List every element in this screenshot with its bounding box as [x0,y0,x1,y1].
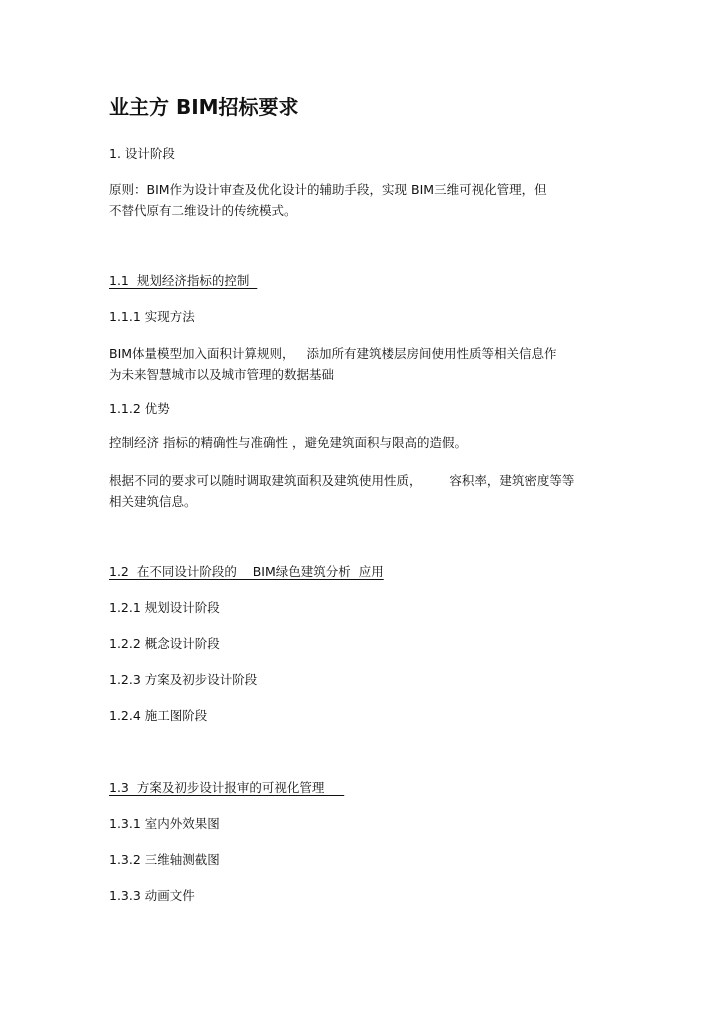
section-heading-1-1-2: 1.1.2 优势 [109,401,170,416]
principle-line-1: 原则：BIM作为设计审查及优化设计的辅助手段，实现 BIM三维可视化管理，但 [109,182,547,197]
method-paragraph [109,343,619,385]
section-heading-1-1 [109,273,257,289]
section-heading-1: 1. 设计阶段 [109,146,175,161]
method-line-1: BIM体量模型加入面积计算规则， 添加所有建筑楼层房间使用性质等相关信息作 [109,346,557,361]
advantage-paragraph-2 [109,470,619,512]
section-heading-1-2-3: 1.2.3 方案及初步设计阶段 [109,672,258,687]
principle-line-2: 不替代原有二维设计的传统模式。 [109,203,297,218]
advantage-line-2: 相关建筑信息。 [109,494,197,509]
section-heading-1-1-1: 1.1.1 实现方法 [109,309,195,324]
section-heading-1-1-text: 1.1 规划经济指标的控制 [109,273,258,288]
method-line-2: 为未来智慧城市以及城市管理的数据基础 [109,367,335,382]
section-heading-1-2 [109,564,384,580]
section-heading-1-3 [109,780,344,796]
section-heading-1-3-text: 1.3 方案及初步设计报审的可视化管理 [109,780,345,795]
section-heading-1-2-2: 1.2.2 概念设计阶段 [109,636,220,651]
section-heading-1-2-1: 1.2.1 规划设计阶段 [109,600,220,615]
section-heading-1-3-2: 1.3.2 三维轴测截图 [109,852,220,867]
document-title: 业主方 BIM招标要求 [109,95,299,119]
section-heading-1-3-3: 1.3.3 动画文件 [109,888,195,903]
section-heading-1-2-text: 1.2 在不同设计阶段的 BIM绿色建筑分析 应用 [109,564,384,579]
section-heading-1-3-1: 1.3.1 室内外效果图 [109,816,220,831]
advantage-paragraph-1: 控制经济 指标的精确性与准确性 ，避免建筑面积与限高的造假。 [109,435,467,450]
section-heading-1-2-4: 1.2.4 施工图阶段 [109,708,208,723]
advantage-line-1: 根据不同的要求可以随时调取建筑面积及建筑使用性质， 容积率，建筑密度等等 [109,473,575,488]
principle-paragraph [109,179,619,221]
